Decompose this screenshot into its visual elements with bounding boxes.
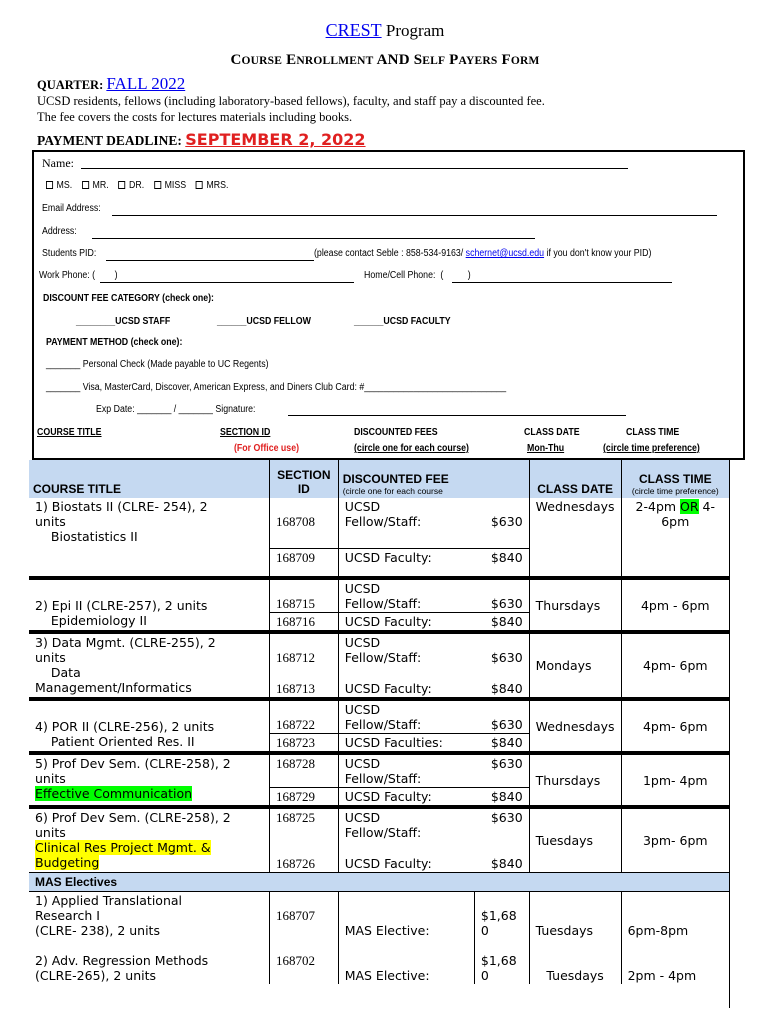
program-title	[0, 20, 770, 41]
ms-checkbox[interactable]	[46, 181, 53, 189]
class-date: Thursdays	[529, 578, 621, 632]
table-row: 1) Biostats II (CLRE- 254), 2 units Biostatistics II 168708 UCSD Fellow/Staff: $630 Wednesdays 2-4pm OR 4-6pm	[29, 498, 729, 548]
fee-option[interactable]: $630	[474, 498, 529, 548]
mr-checkbox[interactable]	[82, 181, 89, 189]
class-time[interactable]: 4pm - 6pm	[621, 578, 729, 632]
home-phone-label: Home/Cell Phone: ( )	[364, 270, 471, 281]
home-phone-field[interactable]	[452, 282, 672, 283]
class-time[interactable]: 4pm- 6pm	[621, 699, 729, 753]
col-office-use: (For Office use)	[234, 443, 300, 454]
table-row: 6) Prof Dev Sem. (CLRE-258), 2 units Clinical Res Project Mgmt. & Budgeting 168725 UCSD Fellow/Staff: $630 Tuesdays 3pm- 6pm	[29, 807, 729, 855]
col-fees: DISCOUNTED FEES	[354, 427, 438, 438]
work-phone-label: Work Phone: ( )	[39, 270, 118, 281]
signature-field[interactable]	[288, 415, 626, 416]
class-time[interactable]: 2pm - 4pm	[627, 968, 697, 983]
intro-text: UCSD residents, fellows (including laboratory-based fellows), faculty, and staff pay a discounted fee. The fee covers the costs for lectures materials including books.	[37, 94, 545, 124]
title-options: MS. MR. DR. MISS MRS.	[46, 180, 228, 191]
discount-staff-option[interactable]: ________UCSD STAFF	[76, 316, 171, 327]
table-row: 168716 UCSD Faculty: $840	[29, 613, 729, 633]
fee-option[interactable]: $840	[474, 548, 529, 578]
col-course-title: COURSE TITLE	[37, 427, 102, 438]
email-label: Email Address:	[42, 203, 101, 214]
section-id: 168707	[269, 892, 338, 940]
personal-check-option[interactable]: _______ Personal Check (Made payable to UC Regents)	[46, 359, 269, 370]
credit-card-option[interactable]: _______ Visa, MasterCard, Discover, American Express, and Diners Club Card: #_____________________________	[46, 382, 507, 393]
fee-option[interactable]: $840	[474, 855, 529, 873]
table-row: 168713 UCSD Faculty: $840	[29, 680, 729, 699]
payment-method-label: PAYMENT METHOD (check one):	[46, 337, 183, 348]
course-table	[29, 460, 729, 984]
th-course-title: COURSE TITLE	[29, 460, 269, 498]
quarter-value: FALL 2022	[106, 74, 186, 93]
table-row: 168729 UCSD Faculty: $840	[29, 788, 729, 808]
section-id: 168715	[269, 578, 338, 613]
section-id: 168708	[269, 498, 338, 548]
form-title: COURSE ENROLLMENT AND SELF PAYERS FORM	[230, 52, 540, 68]
crest-link[interactable]: CREST	[325, 20, 382, 40]
col-fees-note: (circle one for each course)	[354, 443, 469, 454]
section-id: 168716	[269, 613, 338, 633]
section-id: 168709	[269, 548, 338, 578]
section-id: 168726	[269, 855, 338, 873]
exp-date-signature: Exp Date: _______ / _______ Signature:	[96, 404, 256, 415]
quarter: QUARTER: FALL 2022	[37, 74, 186, 93]
work-phone-field[interactable]	[100, 282, 354, 283]
section-id: 168725	[269, 807, 338, 855]
pid-note: (please contact Seble : 858-534-9163/ schernet@ucsd.edu if you don't know your PID)	[314, 248, 652, 259]
class-time[interactable]: 2-4pm OR 4-6pm	[635, 499, 716, 529]
fee-option[interactable]: $1,68 0	[474, 892, 529, 940]
table-row: 4) POR II (CLRE-256), 2 units Patient Oriented Res. II 168722 UCSD Fellow/Staff: $630 Wednesdays 4pm- 6pm	[29, 699, 729, 734]
class-time[interactable]: 4pm- 6pm	[621, 632, 729, 699]
miss-checkbox[interactable]	[154, 181, 161, 189]
deadline-value: SEPTEMBER 2, 2022	[185, 130, 366, 149]
email-field[interactable]	[112, 215, 717, 216]
class-date: Wednesdays	[529, 699, 621, 753]
col-class-time: CLASS TIME	[626, 427, 680, 438]
name-field[interactable]	[81, 168, 628, 169]
fee-option[interactable]: $840	[474, 613, 529, 633]
class-time[interactable]: 6pm-8pm	[621, 892, 729, 940]
mrs-checkbox[interactable]	[196, 181, 203, 189]
table-row: 2) Adv. Regression Methods (CLRE-265), 2 units 168702 MAS Elective: $1,68 0 Tuesdays 2pm - 4pm	[29, 939, 729, 984]
class-time[interactable]: 3pm- 6pm	[621, 807, 729, 873]
table-row: 168726 UCSD Faculty: $840	[29, 855, 729, 873]
col-section-id: SECTION ID	[220, 427, 271, 438]
table-row: 1) Applied Translational Research I (CLRE- 238), 2 units 168707 MAS Elective: $1,68 0 Tuesdays 6pm-8pm	[29, 892, 729, 940]
class-time[interactable]: 1pm- 4pm	[621, 753, 729, 807]
th-class-time: CLASS TIME (circle time preference)	[631, 472, 719, 496]
section-id: 168702	[269, 939, 338, 984]
fee-option[interactable]: $840	[474, 788, 529, 808]
discount-faculty-option[interactable]: ______UCSD FACULTY	[354, 316, 451, 327]
fee-option[interactable]: $630	[474, 699, 529, 734]
mas-electives-header: MAS Electives	[29, 873, 729, 892]
pid-email-link[interactable]: schernet@ucsd.edu	[465, 248, 545, 259]
fee-option[interactable]: $1,68 0	[474, 939, 529, 984]
dr-checkbox[interactable]	[118, 181, 125, 189]
payment-deadline: PAYMENT DEADLINE: SEPTEMBER 2, 2022	[37, 130, 366, 149]
section-id: 168729	[269, 788, 338, 808]
class-date: Thursdays	[529, 753, 621, 807]
th-discounted-fee: DISCOUNTED FEE (circle one for each course	[338, 460, 529, 498]
name-label: Name:	[42, 156, 74, 170]
col-class-date: CLASS DATE	[524, 427, 580, 438]
address-label: Address:	[42, 226, 77, 237]
table-row: 2) Epi II (CLRE-257), 2 units Epidemiology II 168715 UCSD Fellow/Staff: $630 Thursdays 4pm - 6pm	[29, 578, 729, 613]
col-class-date-note: Mon-Thu	[527, 443, 565, 454]
table-row: 3) Data Mgmt. (CLRE-255), 2 units Data Management/Informatics 168712 UCSD Fellow/Staff: $630 Mondays 4pm- 6pm	[29, 632, 729, 680]
class-date: Mondays	[529, 632, 621, 699]
section-id: 168713	[269, 680, 338, 699]
table-row: 168709 UCSD Faculty: $840	[29, 548, 729, 578]
class-date: Tuesdays	[529, 892, 621, 940]
fee-option[interactable]: $630	[474, 632, 529, 680]
fee-option[interactable]: $840	[474, 680, 529, 699]
table-right-border	[729, 460, 730, 1008]
program-word: Program	[385, 21, 445, 40]
section-id: 168723	[269, 734, 338, 754]
th-section-id: SECTION ID	[269, 460, 338, 498]
table-header	[29, 460, 729, 498]
fee-option[interactable]: $630	[474, 807, 529, 855]
section-id: 168728	[269, 753, 338, 788]
discount-label: DISCOUNT FEE CATEGORY (check one):	[43, 293, 214, 304]
fee-option[interactable]: $630	[474, 753, 529, 788]
class-date: Tuesdays	[529, 939, 621, 984]
address-field[interactable]	[92, 238, 535, 239]
section-id: 168712	[269, 632, 338, 680]
fee-option[interactable]: $630	[474, 578, 529, 613]
section-id: 168722	[269, 699, 338, 734]
pid-field[interactable]	[106, 260, 314, 261]
discount-fellow-option[interactable]: ______UCSD FELLOW	[217, 316, 311, 327]
col-class-time-note: (circle time preference)	[603, 443, 700, 454]
table-row: 168723 UCSD Faculties: $840	[29, 734, 729, 754]
enrollment-form-box	[32, 150, 745, 460]
table-row: 5) Prof Dev Sem. (CLRE-258), 2 units Effective Communication 168728 UCSD Fellow/Staff: $630 Thursdays 1pm- 4pm	[29, 753, 729, 788]
class-date: Tuesdays	[529, 807, 621, 873]
th-class-date: CLASS DATE	[529, 460, 621, 498]
fee-option[interactable]: $840	[474, 734, 529, 754]
pid-label: Students PID:	[42, 248, 97, 259]
class-date: Wednesdays	[529, 498, 621, 578]
